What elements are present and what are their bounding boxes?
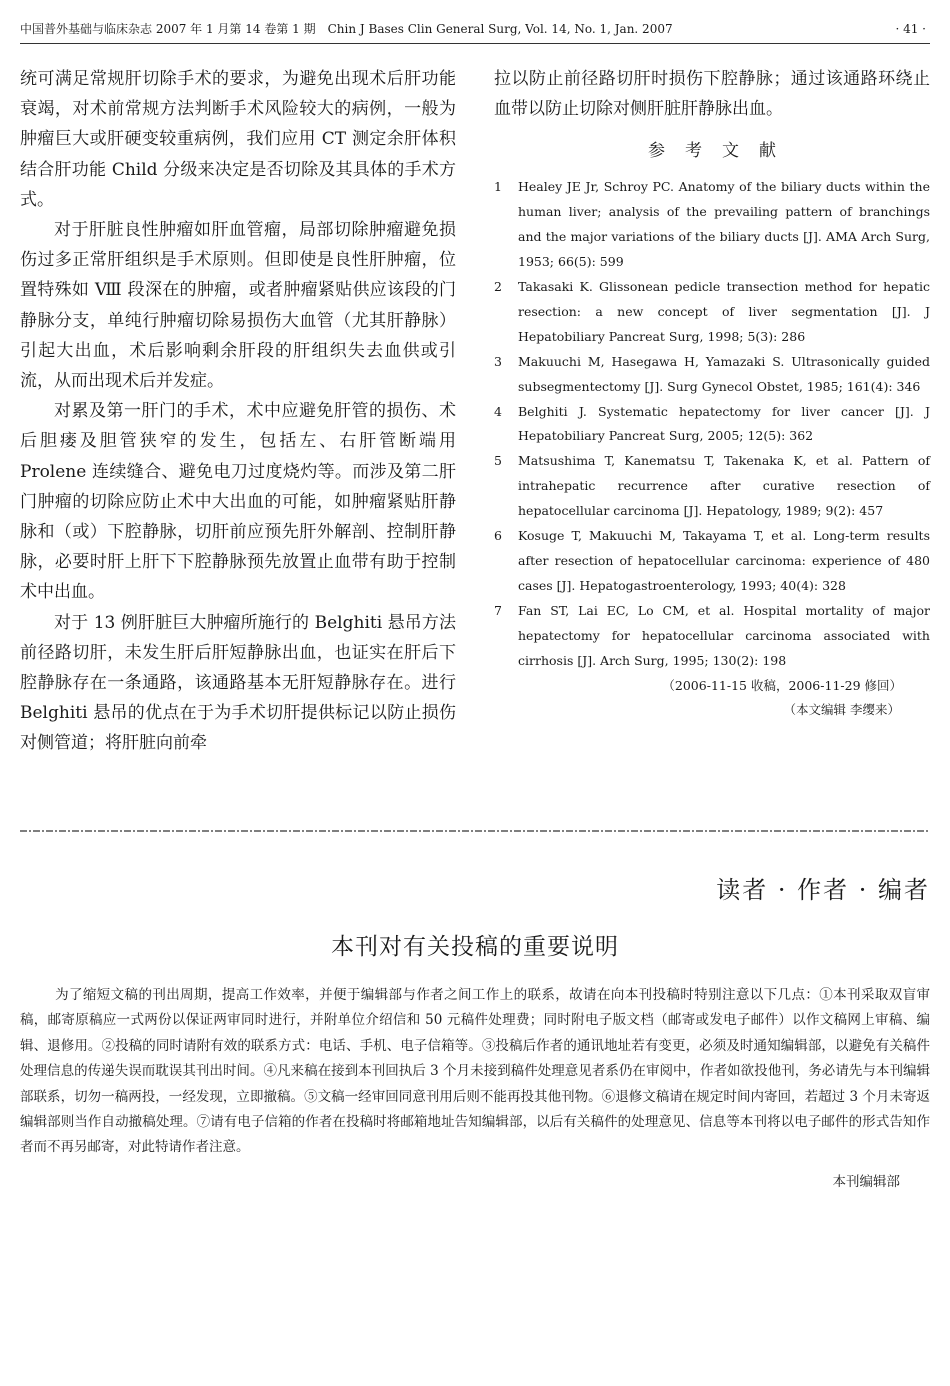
notice-body: 为了缩短文稿的刊出周期，提高工作效率，并便于编辑部与作者之间工作上的联系，故请在向本刊投稿时特别注意以下几点：①本刊采取双盲审稿，邮寄原稿应一式两份以保证两审同时进行，并附单位介绍信和 50 元稿件处理费；同时附电子版文档（邮寄或发电子邮件）以作文稿网上审稿、编辑、退修用。②投稿的同时请附有效的联系方式：电话、手机、电子信箱等。③投稿后作者的通讯地址若有变更，必须及时通知编辑部，以避免有关稿件处理信息的传递失误而耽误其刊出时间。④凡来稿在接到本刊回执后 3 个月未接到稿件处理意见者系仍在审阅中，作者如欲投他刊，务必请先与本刊编辑部联系，切勿一稿两投，一经发现，立即撤稿。⑤文稿一经审回同意刊用后则不能再投其他刊物。⑥退修文稿请在规定时间内寄回，若超过 3 个月未寄返编辑部则当作自动撤稿处理。⑦请有电子信箱的作者在投稿时将邮箱地址告知编辑部，以后有关稿件的处理意见、信息等本刊将以电子邮件的形式告知作者而不再另邮寄，对此特请作者注意。 <box>20 987 930 1156</box>
reference-item <box>494 275 930 350</box>
reference-item <box>494 400 930 450</box>
reference-text: Kosuge T, Makuuchi M, Takayama T, et al. Long-term results after resection of hepatocellular carcinoma: experience of 480 cases [J]. Hepatogastroenterology, 1993; 40(4): 328 <box>518 528 930 593</box>
reference-number: 4 <box>494 403 502 419</box>
reference-number: 6 <box>494 528 502 544</box>
references-heading: 参考文献 <box>648 141 796 162</box>
reference-item <box>494 599 930 674</box>
paragraph: 统可满足常规肝切除手术的要求，为避免出现术后肝功能衰竭，对术前常规方法判断手术风险较大的病例，一般为肿瘤巨大或肝硬变较重病例，我们应用 CT 测定余肝体积结合肝功能 Child 分级来决定是否切除及其具体的手术方式。 <box>20 69 456 210</box>
reference-number: 7 <box>494 602 502 618</box>
reference-text: Takasaki K. Glissonean pedicle transection method for hepatic resection: a new concept of liver segmentation [J]. J Hepatobiliary Pancreat Surg, 1998; 5(3): 286 <box>518 279 930 344</box>
notice-signature: 本刊编辑部 <box>832 1174 900 1190</box>
running-header <box>20 20 930 44</box>
reference-item <box>494 350 930 400</box>
left-column <box>20 64 456 759</box>
section-divider <box>20 828 930 834</box>
section-label: 读者 · 作者 · 编者 <box>716 876 930 904</box>
reference-item <box>494 449 930 524</box>
page-number: · 41 · <box>895 22 926 36</box>
reference-number: 3 <box>494 353 502 369</box>
reference-number: 1 <box>494 179 502 195</box>
reference-number: 5 <box>494 453 502 469</box>
paragraph: 对于 13 例肝脏巨大肿瘤所施行的 Belghiti 悬吊方法前径路切肝，未发生肝后肝短静脉出血，也证实在肝后下腔静脉存在一条通路，该通路基本无肝短静脉存在。进行 Belghiti 悬吊的优点在于为手术切肝提供标记以防止损伤对侧管道；将肝脏向前牵 <box>20 612 456 754</box>
editor-credit: （本文编辑 李缨来） <box>783 701 900 717</box>
journal-citation: 中国普外基础与临床杂志 2007 年 1 月第 14 卷第 1 期 Chin J Bases Clin General Surg, Vol. 14, No. 1, Jan. 2007 <box>20 22 673 36</box>
reference-item <box>494 524 930 599</box>
reference-item <box>494 175 930 275</box>
reference-text: Healey JE Jr, Schroy PC. Anatomy of the biliary ducts within the human liver; analysis of the prevailing pattern of branchings and the major variations of the biliary ducts [J]. AMA Arch Surg, 1953; 66(5): 599 <box>518 179 930 270</box>
reference-text: Makuuchi M, Hasegawa H, Yamazaki S. Ultrasonically guided subsegmentectomy [J]. Surg Gynecol Obstet, 1985; 161(4): 346 <box>518 353 930 394</box>
paragraph: 拉以防止前径路切肝时损伤下腔静脉；通过该通路环绕止血带以防止切除对侧肝脏肝静脉出血。 <box>494 69 930 120</box>
received-date: （2006-11-15 收稿，2006-11-29 修回） <box>662 677 902 693</box>
reference-number: 2 <box>494 279 502 295</box>
reference-text: Fan ST, Lai EC, Lo CM, et al. Hospital mortality of major hepatectomy for hepatocellular carcinoma associated with cirrhosis [J]. Arch Surg, 1995; 130(2): 198 <box>518 602 930 668</box>
reference-text: Belghiti J. Systematic hepatectomy for liver cancer [J]. J Hepatobiliary Pancreat Surg, 2005; 12(5): 362 <box>518 403 930 444</box>
reference-list <box>494 175 930 673</box>
paragraph: 对累及第一肝门的手术，术中应避免肝管的损伤、术后胆瘘及胆管狭窄的发生，包括左、右肝管断端用 Prolene 连续缝合、避免电刀过度烧灼等。而涉及第二肝门肿瘤的切除应防止术中大出血的可能，如肿瘤紧贴肝静脉和（或）下腔静脉，切肝前应预先肝外解剖、控制肝静脉，必要时肝上肝下下腔静脉预先放置止血带有助于控制术中出血。 <box>20 401 456 603</box>
paragraph: 对于肝脏良性肿瘤如肝血管瘤，局部切除肿瘤避免损伤过多正常肝组织是手术原则。但即使是良性肝肿瘤，位置特殊如 Ⅷ 段深在的肿瘤，或者肿瘤紧贴供应该段的门静脉分支，单纯行肿瘤切除易损伤大血管（尤其肝静脉）引起大出血，术后影响剩余肝段的肝组织失去血供或引流，从而出现术后并发症。 <box>20 220 456 392</box>
right-column <box>494 64 930 722</box>
notice-title: 本刊对有关投稿的重要说明 <box>331 934 619 960</box>
reference-text: Matsushima T, Kanematsu T, Takenaka K, et al. Pattern of intrahepatic recurrence after curative resection of hepatocellular carcinoma [J]. Hepatology, 1989; 9(2): 457 <box>518 453 930 519</box>
